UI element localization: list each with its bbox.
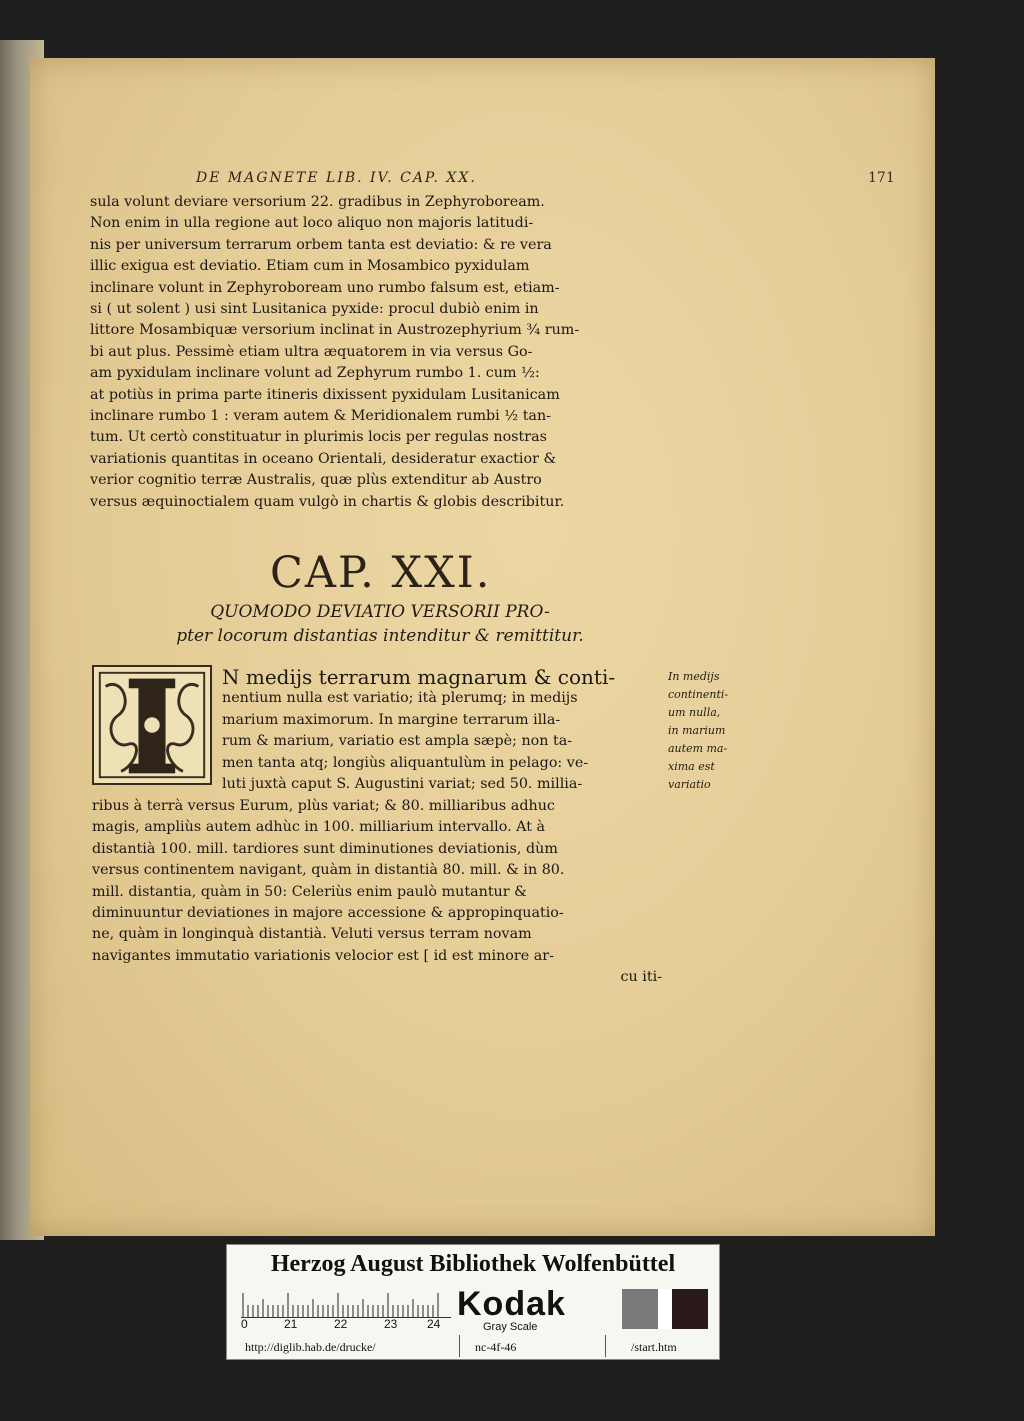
text-line: magis, ampliùs autem adhùc in 100. milliarium intervallo. At à [92,819,546,836]
text-line: nis per universum terrarum orbem tanta est deviatio: & re vera [90,236,552,253]
gray-swatch [622,1289,658,1329]
marginal-note [668,668,744,794]
note-line: variatio [668,778,711,791]
text-line: navigantes immutatio variationis velocior est [ id est minore ar- [92,947,554,964]
white-swatch [658,1289,672,1329]
text-line: ribus à terrà versus Eurum, plùs variat; & 80. milliaribus adhuc [92,798,555,814]
label-url: http://diglib.hab.de/drucke/ [245,1340,376,1354]
scale-ruler [241,1289,451,1318]
paragraph-2-continued [92,796,662,989]
text-line: ne, quàm in longinquà distantià. Veluti versus terram novam [92,926,532,943]
paragraph-2-beside-initial [222,667,662,795]
text-line: verior cognitio terræ Australis, quæ plùs extenditur ab Austro [90,472,542,489]
note-line: autem ma- [668,742,728,755]
text-line: inclinare volunt in Zephyroboream uno rumbo falsum est, etiam- [90,279,560,296]
text-line: luti juxtà caput S. Augustini variat; sed 50. millia- [222,776,583,793]
black-swatch [672,1289,708,1329]
text-line: littore Mosambiquæ versorium inclinat in Austrozephyrium ¾ rum- [90,322,580,339]
text-line: variationis quantitas in oceano Orientali, desideratur exactior & [90,450,557,467]
note-line: xima est [668,760,715,773]
text-line: versus continentem navigant, quàm in distantià 80. mill. & in 80. [92,862,565,879]
label-start: /start.htm [631,1340,677,1354]
gray-scale-label: Gray Scale [483,1321,538,1333]
text-line: nentium nulla est variatio; ità plerumq; in medijs [222,690,578,707]
chapter-subtitle [120,600,640,648]
text-line: Non enim in ulla regione aut loco aliquo non majoris latitudi- [90,215,534,232]
text-line: at potiùs in prima parte itineris dixissent pyxidulam Lusitanicam [90,386,560,403]
text-line: N medijs terrarum magnarum & conti- [222,665,616,689]
decorated-initial-i [92,665,212,785]
text-line: distantià 100. mill. tardiores sunt diminutiones deviationis, dùm [92,840,558,857]
subtitle-line: pter locorum distantias intenditur & remittitur. [176,626,584,646]
note-line: In medijs [668,670,720,683]
text-line: tum. Ut certò constituatur in plurimis locis per regulas nostras [90,429,547,446]
ruler-number: 24 [427,1317,441,1331]
ruler-number: 0 [241,1317,248,1331]
ruler-ticks-icon [241,1289,451,1317]
kodak-logo: Kodak [457,1285,566,1323]
label-footer [227,1337,719,1357]
label-shelfmark: nc-4f-46 [475,1340,517,1354]
note-line: in marium [668,724,726,737]
chapter-title: CAP. XXI. [270,548,492,598]
text-line: si ( ut solent ) usi sint Lusitanica pyxide: procul dubiò enim in [90,301,539,318]
text-line: mill. distantia, quàm in 50: Celeriùs enim paulò mutantur & [92,883,527,900]
text-line: men tanta atq; longiùs aliquantulùm in pelago: ve- [222,754,589,771]
text-line: bi aut plus. Pessimè etiam ultra æquatorem in via versus Go- [90,343,533,360]
paragraph-1 [90,192,650,513]
ornament-icon [94,667,210,783]
text-line: diminuuntur deviationes in majore accessione & appropinquatio- [92,905,564,922]
text-line: marium maximorum. In margine terrarum illa- [222,711,561,728]
ruler-number: 21 [284,1317,298,1331]
ruler-number: 22 [334,1317,348,1331]
text-line: am pyxidulam inclinare volunt ad Zephyrum rumbo 1. cum ½: [90,365,540,382]
library-scan-label [226,1244,720,1360]
text-line: inclinare rumbo 1 : veram autem & Meridionalem rumbi ½ tan- [90,408,551,425]
text-line: sula volunt deviare versorium 22. gradibus in Zephyroboream. [90,194,545,210]
running-title: DE MAGNETE LIB. IV. CAP. XX. [196,170,477,186]
ruler-number: 23 [384,1317,398,1331]
text-line: versus æquinoctialem quam vulgò in chartis & globis describitur. [90,493,565,510]
page-number: 171 [868,170,895,186]
library-name: Herzog August Bibliothek Wolfenbüttel [270,1251,676,1277]
text-line: illic exigua est deviatio. Etiam cum in Mosambico pyxidulam [90,258,530,275]
subtitle-line: QUOMODO DEVIATIO VERSORII PRO- [210,602,550,622]
note-line: continenti- [668,688,729,701]
text-line: rum & marium, variatio est ampla sæpè; non ta- [222,733,573,750]
gray-scale-swatches [622,1289,708,1329]
catchword: cu iti- [620,969,662,986]
note-line: um nulla, [668,706,721,719]
